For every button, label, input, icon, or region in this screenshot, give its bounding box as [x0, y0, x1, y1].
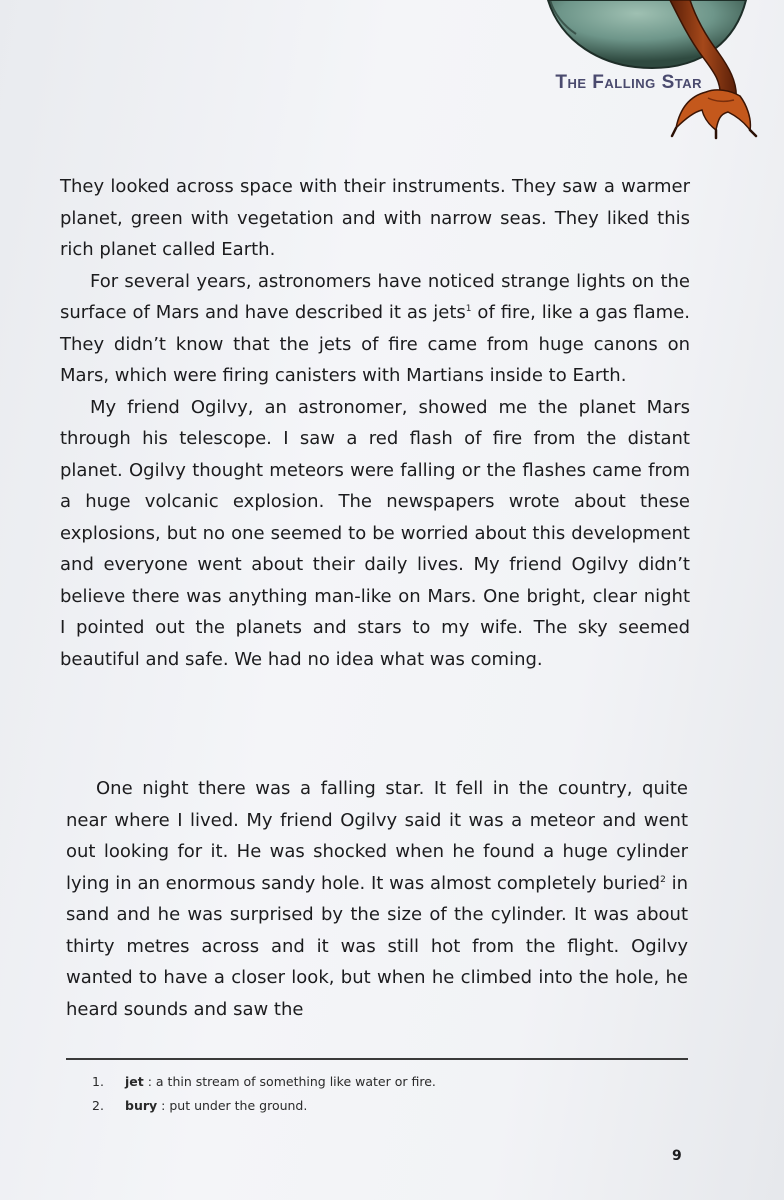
- footnotes: [92, 1070, 436, 1118]
- footnote-reference[interactable]: 2: [660, 874, 666, 885]
- footnote-term: bury: [125, 1098, 158, 1113]
- footnote-number: 1.: [92, 1074, 104, 1089]
- paragraph-text: One night there was a falling star. It fell in the country, quite near where I lived. My friend Ogilvy said it was a meteor and went out looking for it. He was shocked when he found a huge cylinder lying in an enormous sandy hole. It was almost completely buried: [66, 778, 688, 894]
- paragraph: My friend Ogilvy, an astronomer, showed me the planet Mars through his telescope. I saw a red flash of fire from the distant planet. Ogilvy thought meteors were falling or the flashes came from a huge volcanic explosion. The newspapers wrote about these explosions, but no one seemed to be worried about this development and everyone went about their daily lives. My friend Ogilvy didn’t believe there was anything man-like on Mars. One bright, clear night I pointed out the planets and stars to my wife. The sky seemed beautiful and safe. We had no idea what was coming.: [60, 396, 690, 670]
- footnote-term: jet: [125, 1074, 144, 1089]
- main-text-block-section-2: [66, 773, 688, 1025]
- main-text-block: [60, 171, 690, 675]
- footnote-definition: a thin stream of something like water or fire.: [155, 1074, 436, 1089]
- footnote-separator: :: [143, 1074, 156, 1089]
- paragraph-text: of fire, like a gas flame. They didn’t know that the jets of fire came from huge canons on Mars, which were firing canisters with Martians inside to Earth.: [60, 302, 690, 386]
- paragraph: [60, 266, 690, 392]
- martian-tentacle-planet-icon: [530, 0, 784, 140]
- footnote-reference[interactable]: 1: [465, 304, 472, 314]
- footnote-definition: put under the ground.: [169, 1098, 308, 1113]
- running-head: The Falling Star: [555, 72, 702, 93]
- footnote: [92, 1094, 436, 1118]
- page-number: 9: [672, 1148, 682, 1164]
- footnote-number: 2.: [92, 1098, 104, 1113]
- paragraph-text: in sand and he was surprised by the size of the cylinder. It was about thirty metres across and it was still hot from the flight. Ogilvy wanted to have a closer look, but when he climbed into the hole, he heard sounds and saw the: [66, 872, 688, 1020]
- footnote-divider: [66, 1058, 688, 1060]
- paragraph: They looked across space with their instruments. They saw a warmer planet, green with vegetation and with narrow seas. They liked this rich planet called Earth.: [60, 176, 690, 260]
- paragraph-text: For several years, astronomers have noticed strange lights on the surface of Mars and have described it as jets: [60, 270, 690, 323]
- footnote-separator: :: [157, 1098, 170, 1113]
- footnote: [92, 1070, 436, 1094]
- paragraph: [66, 773, 688, 1025]
